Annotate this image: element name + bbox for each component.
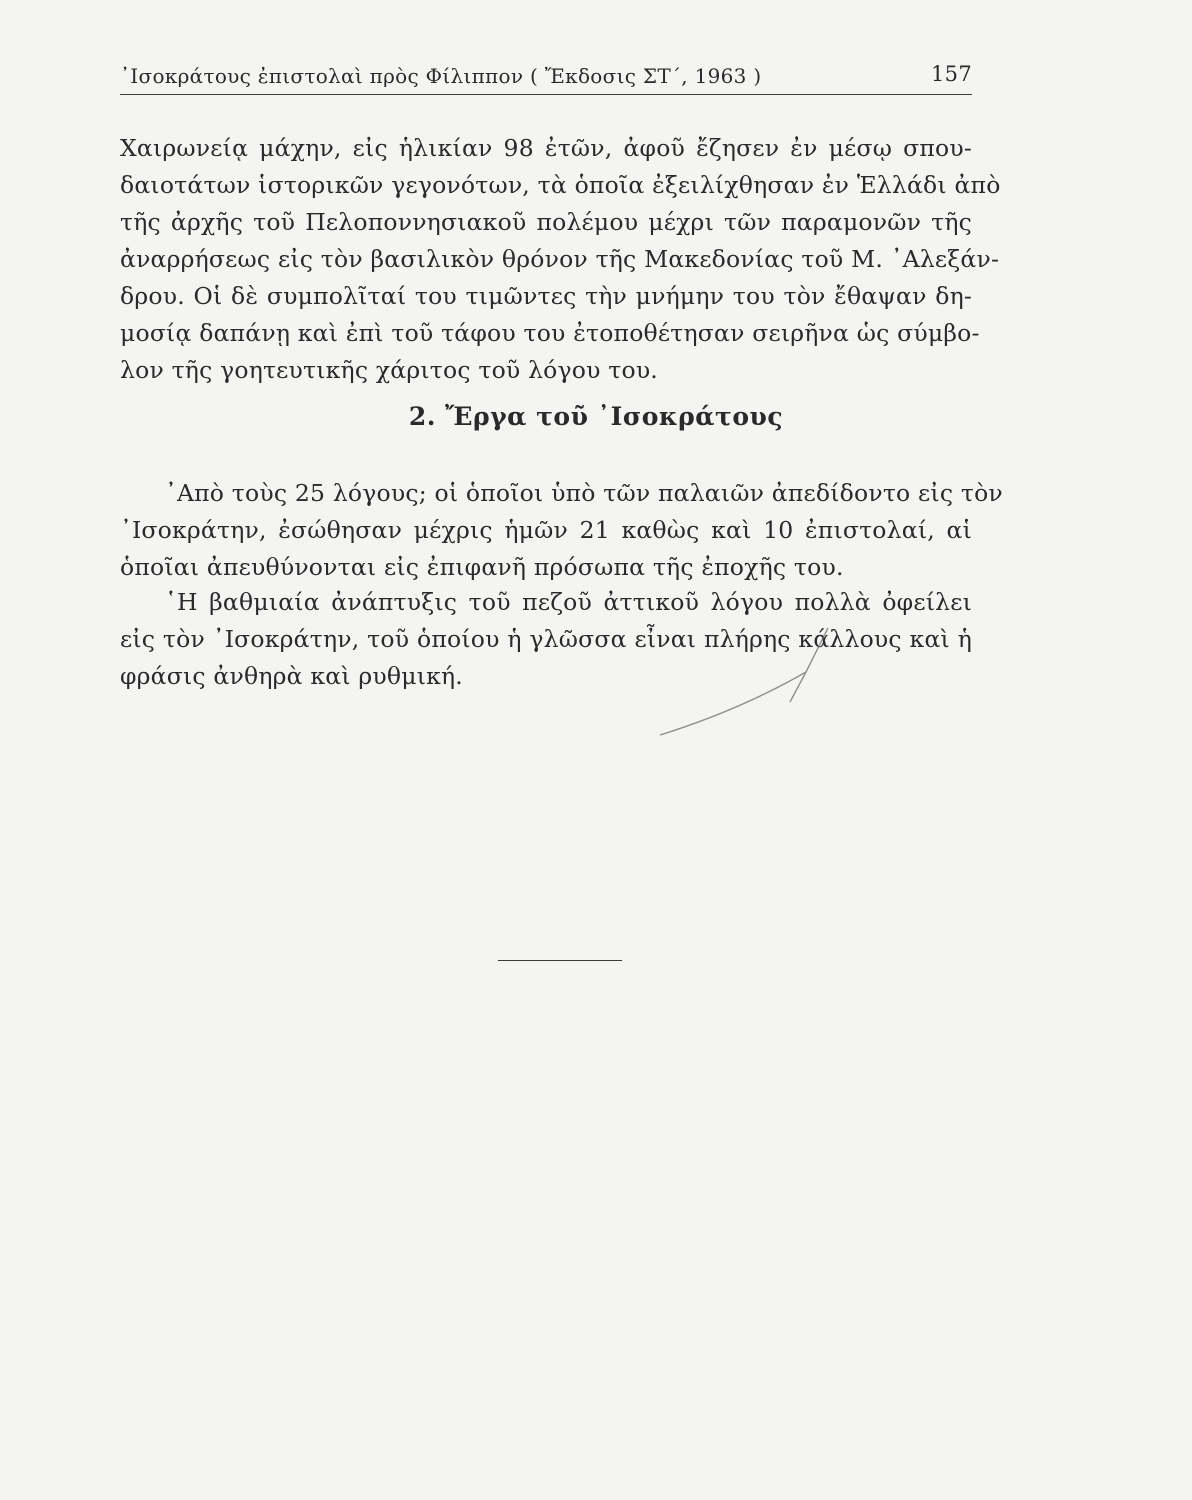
text-line: Χαιρωνείᾳ μάχην, εἰς ἡλικίαν 98 ἐτῶν, ἀφοῦ ἔζησεν ἐν μέσῳ σπου- [120,134,972,162]
text-line: τῆς ἀρχῆς τοῦ Πελοποννησιακοῦ πολέμου μέχρι τῶν παραμονῶν τῆς [120,208,972,236]
paragraph-3 [120,584,972,695]
text-line: ῾Η βαθμιαία ἀνάπτυξις τοῦ πεζοῦ ἀττικοῦ λόγου πολλὰ ὀφείλει [165,588,972,616]
text-line: εἰς τὸν ᾿Ισοκράτην, τοῦ ὁποίου ἡ γλῶσσα εἶναι πλήρης κάλλους καὶ ἡ [120,625,972,653]
text-line: λον τῆς γοητευτικῆς χάριτος τοῦ λόγου του. [120,356,658,384]
running-head-title: ᾿Ισοκράτους ἐπιστολαὶ πρὸς Φίλιππον ( Ἔκδοσις ΣΤ΄, 1963 ) [120,64,762,88]
running-head [120,60,972,95]
text-line: ᾿Απὸ τοὺς 25 λόγους; οἱ ὁποῖοι ὑπὸ τῶν παλαιῶν ἀπεδίδοντο εἰς τὸν [165,479,1003,507]
section-divider [498,960,622,961]
text-line: δρου. Οἱ δὲ συμπολῖταί του τιμῶντες τὴν μνήμην του τὸν ἔθαψαν δη- [120,282,972,310]
paragraph-2 [120,475,1003,586]
text-line: ᾿Ισοκράτην, ἐσώθησαν μέχρις ἡμῶν 21 καθὼς καὶ 10 ἐπιστολαί, αἱ [120,516,972,544]
text-line: δαιοτάτων ἱστορικῶν γεγονότων, τὰ ὁποῖα ἐξειλίχθησαν ἐν Ἑλλάδι ἀπὸ [120,171,1001,199]
section-heading: 2. Ἔργα τοῦ ᾿Ισοκράτους [408,402,784,431]
text-line: ὁποῖαι ἀπευθύνονται εἰς ἐπιφανῆ πρόσωπα τῆς ἐποχῆς του. [120,553,844,581]
text-line: ἀναρρήσεως εἰς τὸν βασιλικὸν θρόνον τῆς Μακεδονίας τοῦ Μ. ᾿Αλεξάν- [120,245,1000,273]
text-line: μοσίᾳ δαπάνῃ καὶ ἐπὶ τοῦ τάφου του ἐτοποθέτησαν σειρῆνα ὡς σύμβο- [120,319,980,347]
page-number: 157 [931,62,972,86]
paragraph-1 [120,130,1001,389]
text-line: φράσις ἀνθηρὰ καὶ ρυθμική. [120,662,463,690]
